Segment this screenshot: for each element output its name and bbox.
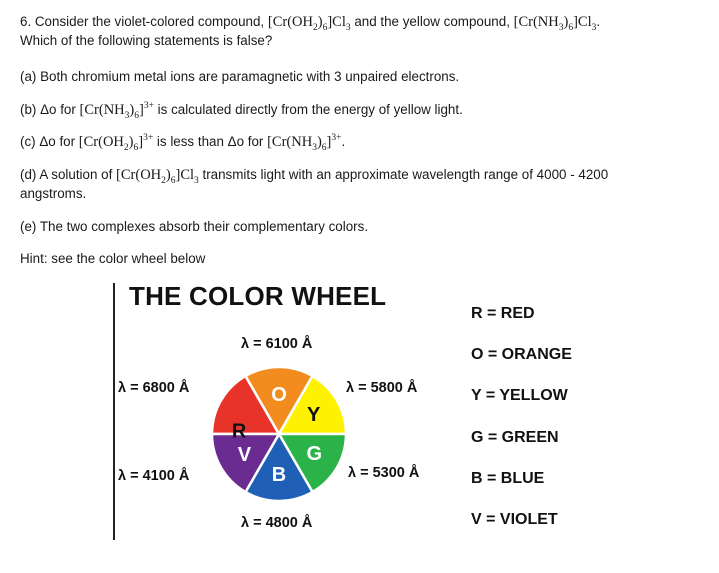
wavelength-right-bottom: λ = 5300 Å bbox=[348, 465, 420, 481]
violet-formula: $[Cr(OH_2)_6]Cl_3$ bbox=[267, 14, 351, 33]
option-e: (e) The two complexes absorb their complementary colors. bbox=[20, 219, 369, 234]
wavelength-right-top: λ = 5800 Å bbox=[346, 380, 418, 396]
wheel-label-r: R bbox=[231, 420, 247, 443]
wheel-label-g: G bbox=[306, 442, 323, 465]
key-orange: O = ORANGE bbox=[471, 346, 572, 363]
color-wheel bbox=[209, 364, 349, 504]
option-d-formula: $[Cr(OH_2)_6]Cl_3$ bbox=[116, 167, 199, 186]
wheel-label-b: B bbox=[271, 464, 287, 486]
hint-text: Hint: see the color wheel below bbox=[20, 251, 206, 266]
option-c: (c) Δo for $[Cr(OH_2)_6]^{3+}$ is less than Δo for $[Cr(NH_3)_6]^{3+}$. bbox=[20, 133, 346, 153]
option-d: (d) A solution of $[Cr(OH_2)_6]Cl_3$ transmits light with an approximate wavelength range of 4000 - 4200 bbox=[20, 167, 609, 186]
wavelength-left-top: λ = 6800 Å bbox=[118, 380, 190, 396]
wheel-divider-line bbox=[113, 283, 115, 540]
wavelength-left-bottom: λ = 4100 Å bbox=[118, 468, 190, 484]
color-wheel-title: THE COLOR WHEEL bbox=[129, 281, 387, 311]
option-b-ion: $[Cr(NH_3)_6]^{3+}$ bbox=[79, 101, 154, 121]
key-red: R = RED bbox=[471, 305, 535, 322]
option-a: (a) Both chromium metal ions are paramagnetic with 3 unpaired electrons. bbox=[20, 69, 460, 84]
yellow-formula: $[Cr(NH_3)_6]Cl_3$ bbox=[513, 14, 597, 33]
key-blue: B = BLUE bbox=[471, 470, 545, 487]
key-green: G = GREEN bbox=[471, 429, 559, 446]
question-prompt: Which of the following statements is false? bbox=[20, 33, 273, 48]
key-violet: V = VIOLET bbox=[471, 511, 558, 528]
option-c-ion2: $[Cr(NH_3)_6]^{3+}$ bbox=[267, 133, 342, 153]
option-b: (b) Δo for $[Cr(NH_3)_6]^{3+}$ is calculated directly from the energy of yellow light. bbox=[20, 101, 463, 121]
option-c-ion1: $[Cr(OH_2)_6]^{3+}$ bbox=[78, 133, 154, 153]
wheel-label-v: V bbox=[237, 444, 252, 466]
wheel-label-y: Y bbox=[306, 404, 321, 426]
wheel-label-o: O bbox=[271, 384, 287, 406]
key-yellow: Y = YELLOW bbox=[471, 387, 568, 404]
question-stem: 6. Consider the violet-colored compound, $[Cr(OH_2)_6]Cl_3$ and the yellow compound, $[Cr(NH_3)_6]Cl_3$. bbox=[20, 14, 601, 33]
wavelength-bottom: λ = 4800 Å bbox=[241, 515, 313, 531]
wavelength-top: λ = 6100 Å bbox=[241, 336, 313, 352]
option-d-line2: angstroms. bbox=[20, 186, 87, 201]
